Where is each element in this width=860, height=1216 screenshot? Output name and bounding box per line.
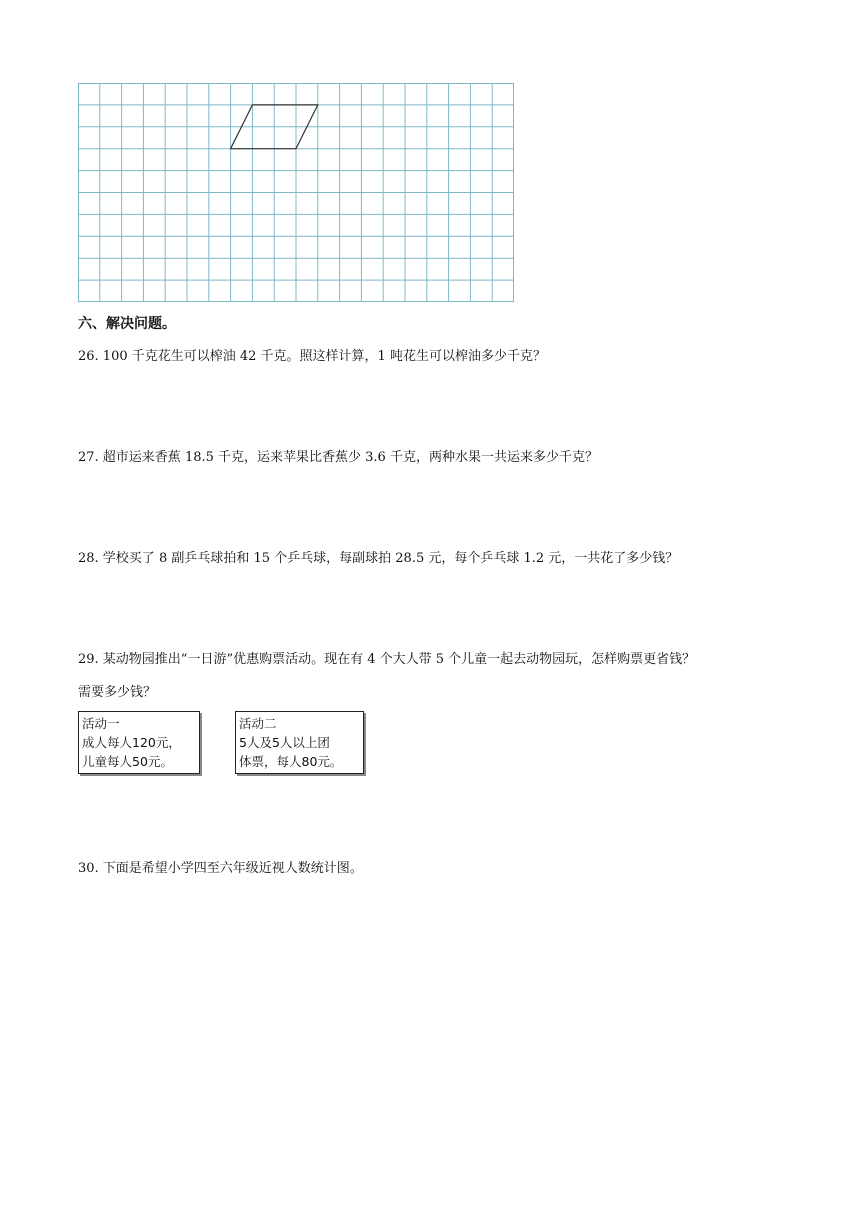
question-28: 28. 学校买了 8 副乒乓球拍和 15 个乒乓球，每副球拍 28.5 元，每个乒乓球 1.2 元，一共花了多少钱？ [78, 551, 679, 566]
grid-figure [78, 83, 514, 302]
question-30: 30. 下面是希望小学四至六年级近视人数统计图。 [78, 861, 363, 876]
activity-two-box [235, 711, 364, 774]
grid-lines [78, 83, 514, 302]
activity-one-title: 活动一 [82, 716, 120, 731]
activity-one-box [78, 711, 200, 774]
activity-one-line-1: 成人每人120元， [82, 735, 181, 750]
question-29-line-1: 29. 某动物园推出“一日游”优惠购票活动。现在有 4 个大人带 5 个儿童一起去动物园玩，怎样购票更省钱？ [78, 652, 696, 667]
question-29-line-2: 需要多少钱？ [78, 685, 157, 700]
question-26: 26. 100 千克花生可以榨油 42 千克。照这样计算，1 吨花生可以榨油多少千克？ [78, 349, 546, 364]
section-title: 六、解决问题。 [78, 316, 176, 332]
activity-two-line-1: 5人及5人以上团 [239, 735, 330, 750]
question-27: 27. 超市运来香蕉 18.5 千克，运来苹果比香蕉少 3.6 千克，两种水果一共运来多少千克？ [78, 450, 598, 465]
activity-two-line-2: 体票，每人80元。 [239, 754, 343, 769]
activity-one-line-2: 儿童每人50元。 [82, 754, 173, 769]
activity-two-title: 活动二 [239, 716, 277, 731]
